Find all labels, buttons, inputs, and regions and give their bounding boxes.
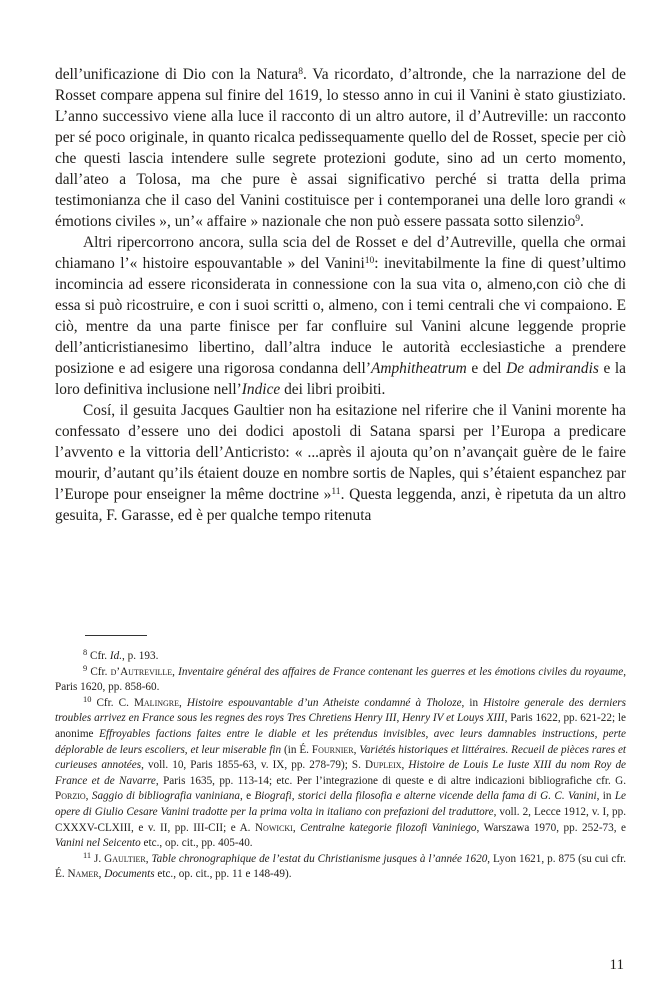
footnote-ref-9[interactable]: 9 bbox=[575, 212, 581, 224]
footnote-separator bbox=[85, 635, 147, 636]
paragraph-1: dell’unificazione di Dio con la Natura$^8$. Va ricordato, d’altronde, che la narrazione del de Rosset compare appena sul finire del 1619, lo stesso anno in cui il Vanini è stato giustiziato. L’anno successivo viene alla luce il racconto di un altro autore, il d’Autreville: un racconto per sé poco originale, in quanto ricalca pedissequamente quello del de Rosset, specie per ciò che questi lascia intendere sulle segrete protezioni godute, sino ad un certo momento, dall’ateo a Tolosa, ma che pure è assai significativo perché si tratta della prima testimonianza che il caso del Vanini costituisce per i contemporanei una delle loro grandi « émotions civiles », un’« affaire » nazionale che non può essere passata sotto silenzio$^9$. bbox=[55, 65, 627, 230]
title-de-admirandis: De admirandis bbox=[506, 360, 599, 377]
main-text bbox=[55, 64, 626, 526]
title-indice: Indice bbox=[241, 381, 281, 398]
footnote-10: $^{10}$ Cfr. C. Malingre, Histoire espouvantable d’un Atheiste condamné à Tholoze, in Histoire generale des derniers troubles arrivez en France sous les regnes des roys Tres Chretiens Henry III, Henry IV et Louys XIII, Paris 1622, pp. 621-22; le anonime Effroyables factions faites entre le diable et les prétendus invisibles, avec leurs damnables instructions, perte déplorable de leurs escoliers, et leur miserable fin (in É. Fournier, Variétés historiques et littéraires. Recueil de pièces rares et curieuses annotées, voll. 10, Paris 1855-63, v. IX, pp. 278-79); S. Dupleix, Histoire de Louis Le Iuste XIII du nom Roy de France et de Navarre, Paris 1635, pp. 113-14; etc. Per l’integrazione di queste e di altre indicazioni bibliografiche cfr. G. Porzio, Saggio di bibliografia vaniniana, e Biografi, storici della filosofia e alterne vicende della fama di G. C. Vanini, in Le opere di Giulio Cesare Vanini tradotte per la prima volta in italiano con prefazioni del traduttore, voll. 2, Lecce 1912, v. I, pp. CXXXV-CLXIII, e v. II, pp. III-CII; e A. Nowicki, Centralne kategorie filozofi Vaniniego, Warszawa 1970, pp. 252-73, e Vanini nel Seicento etc., op. cit., pp. 405-40. bbox=[55, 695, 627, 850]
footnote-ref-10[interactable]: 10 bbox=[364, 254, 375, 266]
footnotes bbox=[55, 649, 626, 883]
footnote-ref-8[interactable]: 8 bbox=[298, 65, 304, 77]
footnote-11: $^{11}$ J. Gaultier, Table chronographique de l’estat du Christianisme jusques à l’année 1620, Lyon 1621, p. 875 (su cui cfr. É. Namer, Documents etc., op. cit., pp. 11 e 148-49). bbox=[55, 850, 627, 881]
title-amphitheatrum: Amphitheatrum bbox=[370, 360, 467, 377]
page-number: 11 bbox=[609, 957, 624, 973]
footnote-9: $^9$ Cfr. d’Autreville, Inventaire général des affaires de France contenant les guerres et les émotions civiles du royaume, Paris 1620, pp. 858-60. bbox=[55, 663, 627, 694]
footnote-8: $^8$ Cfr. Id., p. 193. bbox=[83, 648, 159, 662]
paragraph-2: Altri ripercorrono ancora, sulla scia del de Rosset e del d’Autreville, quella che ormai chiamano l’« histoire espouvantable » del Vanini$^{10}$: inevitabilmente la fine di quest’ultimo incomincia ad essere riconsiderata in connessione con la sua vita o, almeno,con ciò che di essa si può ricostruire, e con i suoi scritti o, almeno, con i temi centrali che vi compaiono. E ciò, mentre da una parte finisce per far confluire sul Vanini alcune leggende proprie dell’anticristianesimo libertino, dall’altra induce le autorità ecclesiastiche a prendere posizione e ad esigere una rigorosa condanna dell’Amphitheatrum e del De admirandis e la loro definitiva inclusione nell’Indice dei libri proibiti. bbox=[55, 234, 626, 398]
footnote-ref-11[interactable]: 11 bbox=[331, 485, 341, 497]
paragraph-3: Cosí, il gesuita Jacques Gaultier non ha esitazione nel riferire che il Vanini morente ha confessato d’essere uno dei dodici apostoli di Satana sparsi per l’Europa a predicare l’avvento e la vittoria dell’Anticristo: « ...après il ajouta qu’on n’avançait guère de le faire mourir, d’autant qu’ils étaient douze en nombre sortis de Naples, qui s’étaient espanchez par l’Europe pour enseigner la même doctrine »$^{11}$. Questa leggenda, anzi, è ripetuta da un altro gesuita, F. Garasse, ed è per qualche tempo ritenuta bbox=[55, 402, 626, 524]
